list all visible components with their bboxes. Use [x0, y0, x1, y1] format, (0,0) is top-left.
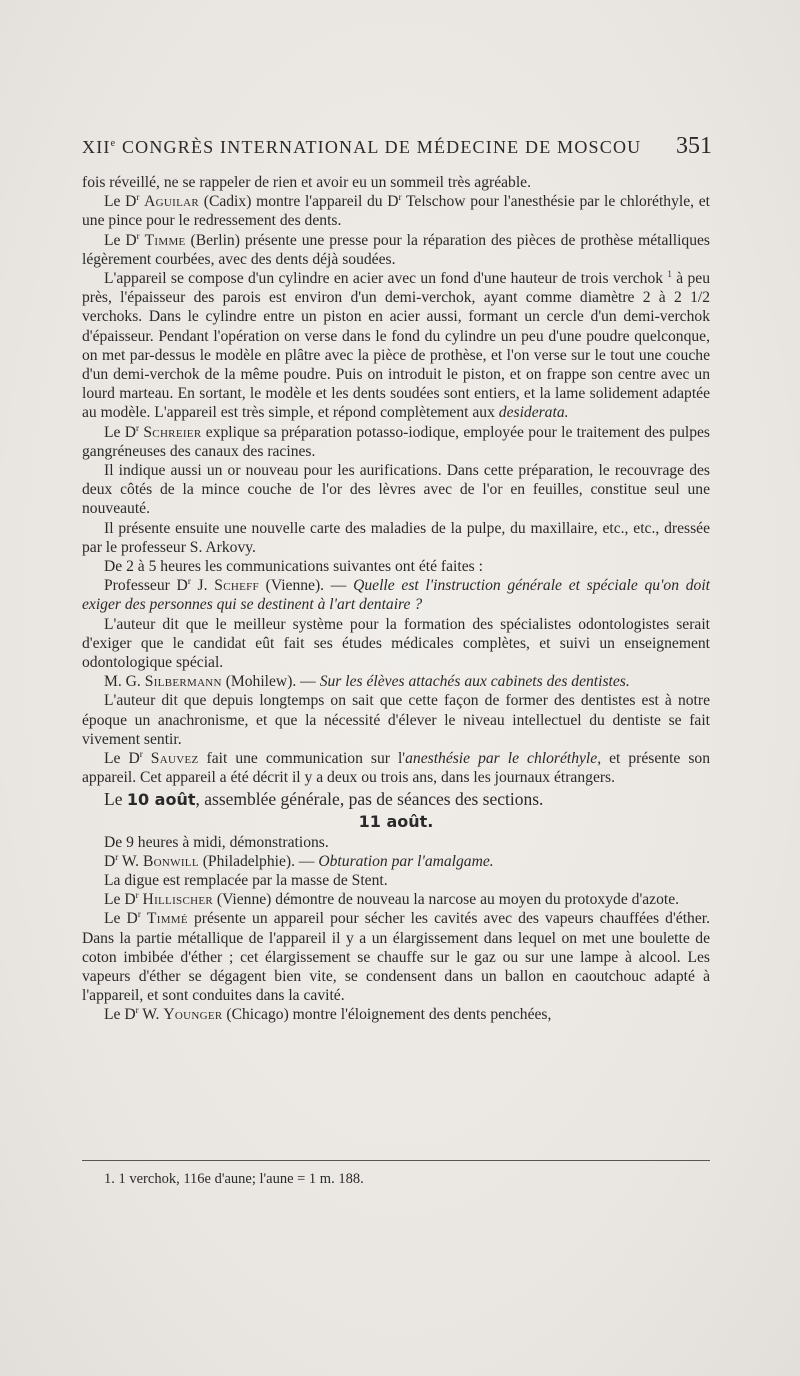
page-number: 351 — [676, 133, 712, 159]
paragraph: L'auteur dit que depuis longtemps on sait que cette façon de former des dentistes est à notre époque un anachronisme, et que la nécessité d'élever le niveau intellectuel du dentiste se fait vivement sentir. — [82, 692, 710, 748]
paragraph: Il indique aussi un or nouveau pour les aurifications. Dans cette préparation, le recouvrage des deux côtés de la mince couche de l'or des lèvres avec de l'or en feuilles, constitue seul une nouveauté. — [82, 462, 710, 518]
footnote: 1. 1 verchok, 116e d'aune; l'aune = 1 m. 188. — [104, 1171, 364, 1187]
paragraph: De 9 heures à midi, démonstrations. — [104, 833, 329, 851]
paragraph: La digue est remplacée par la masse de Stent. — [104, 871, 388, 889]
paragraph: Le $D^r$ Timme (Berlin) présente une presse pour la réparation des pièces de prothèse métalliques légèrement courbées, avec des dents déjà soudées. — [82, 230, 710, 268]
footnote-marker: 1 — [667, 268, 672, 279]
footnote-rule — [82, 1160, 710, 1161]
paragraph: Le $D^r$ W. Younger (Chicago) montre l'éloignement des dents penchées, — [104, 1005, 552, 1024]
paragraph: Le $D^r$ Schreier explique sa préparation potasso-iodique, employée pour le traitement des pulpes gangréneuses des canaux des racines. — [82, 422, 711, 460]
header-title: XIIe CONGRÈS INTERNATIONAL DE MÉDECINE DE MOSCOU — [82, 137, 642, 157]
paragraph: Le $D^r$ Hillischer (Vienne) démontre de nouveau la narcose au moyen du protoxyde d'azote. — [104, 889, 680, 909]
body-text — [82, 173, 710, 1025]
paragraph: $D^r$ W. Bonwill (Philadelphie). — Obturation par l'amalgame. — [104, 851, 494, 870]
paragraph: M. G. Silbermann (Mohilew). — Sur les élèves attachés aux cabinets des dentistes. — [104, 673, 630, 691]
paragraph: Il présente ensuite une nouvelle carte des maladies de la pulpe, du maxillaire, etc., etc., dressée par le professeur S. Arkovy. — [82, 519, 710, 556]
paragraph: Le $D^r$ Sauvez fait une communication sur l'anesthésie par le chloréthyle, et présente son appareil. Cet appareil a été décrit il y a deux ou trois ans, dans les journaux étrangers. — [82, 748, 711, 787]
date-heading: 11 août. — [358, 811, 434, 831]
paragraph: L'appareil se compose d'un cylindre en acier avec un fond d'une hauteur de trois verchok $^1$ à peu près, l'épaisseur des parois est environ d'un demi-verchok, ayant comme diamètre 2 à 2 1/2 verchoks. Dans le cylindre entre un piston en acier aussi, formant un cercle d'un demi-verchok d'épaisseur. Pendant l'opération on verse dans le fond du cylindre un peu d'une poudre quelconque, on met par-dessus le modèle en plâtre avec la pièce de prothèse, et l'on verse sur le tout une couche d'un demi-verchok de la même poudre. Puis on introduit le piston, et on frappe son centre avec un lourd marteau. En sortant, le modèle et les dents soudées sont entiers, et la lame solidement adaptée au modèle. L'appareil est très simple, et répond complètement aux desiderata. — [82, 268, 710, 422]
running-header — [82, 133, 712, 160]
paragraph: Le $D^r$ Aguilar (Cadix) montre l'appareil du $D^r$ Telschow pour l'anesthésie par le chloréthyle, et une pince pour le redressement des dents. — [82, 192, 711, 230]
paragraph: De 2 à 5 heures les communications suivantes ont été faites : — [104, 558, 483, 576]
paragraph: Professeur $D^r$ J. Scheff (Vienne). — Quelle est l'instruction générale et spéciale qu'on doit exiger des personnes qui se destinent à l'art dentaire ? — [82, 576, 710, 614]
paragraph: L'auteur dit que le meilleur système pour la formation des spécialistes odontologistes serait d'exiger que le candidat eût fait ses études médicales complètes, et suivi un enseignement odontologique spécial. — [82, 615, 710, 672]
session-line: Le 10 août, assemblée générale, pas de séances des sections. — [104, 788, 544, 809]
paragraph: fois réveillé, ne se rappeler de rien et avoir eu un sommeil très agréable. — [82, 174, 531, 191]
paragraph: Le $D^r$ Timmé présente un appareil pour sécher les cavités avec des vapeurs chauffées d'éther. Dans la partie métallique de l'appareil il y a un élargissement dans lequel on met une boulette de coton imbibée d'éther ; cet élargissement se chauffe sur le gaz ou sur une lampe à alcool. Les vapeurs d'éther se dégagent bien vite, se condensent dans un ballon en caoutchouc adapté à l'appareil, et sont conduites dans la cavité. — [82, 909, 710, 1005]
